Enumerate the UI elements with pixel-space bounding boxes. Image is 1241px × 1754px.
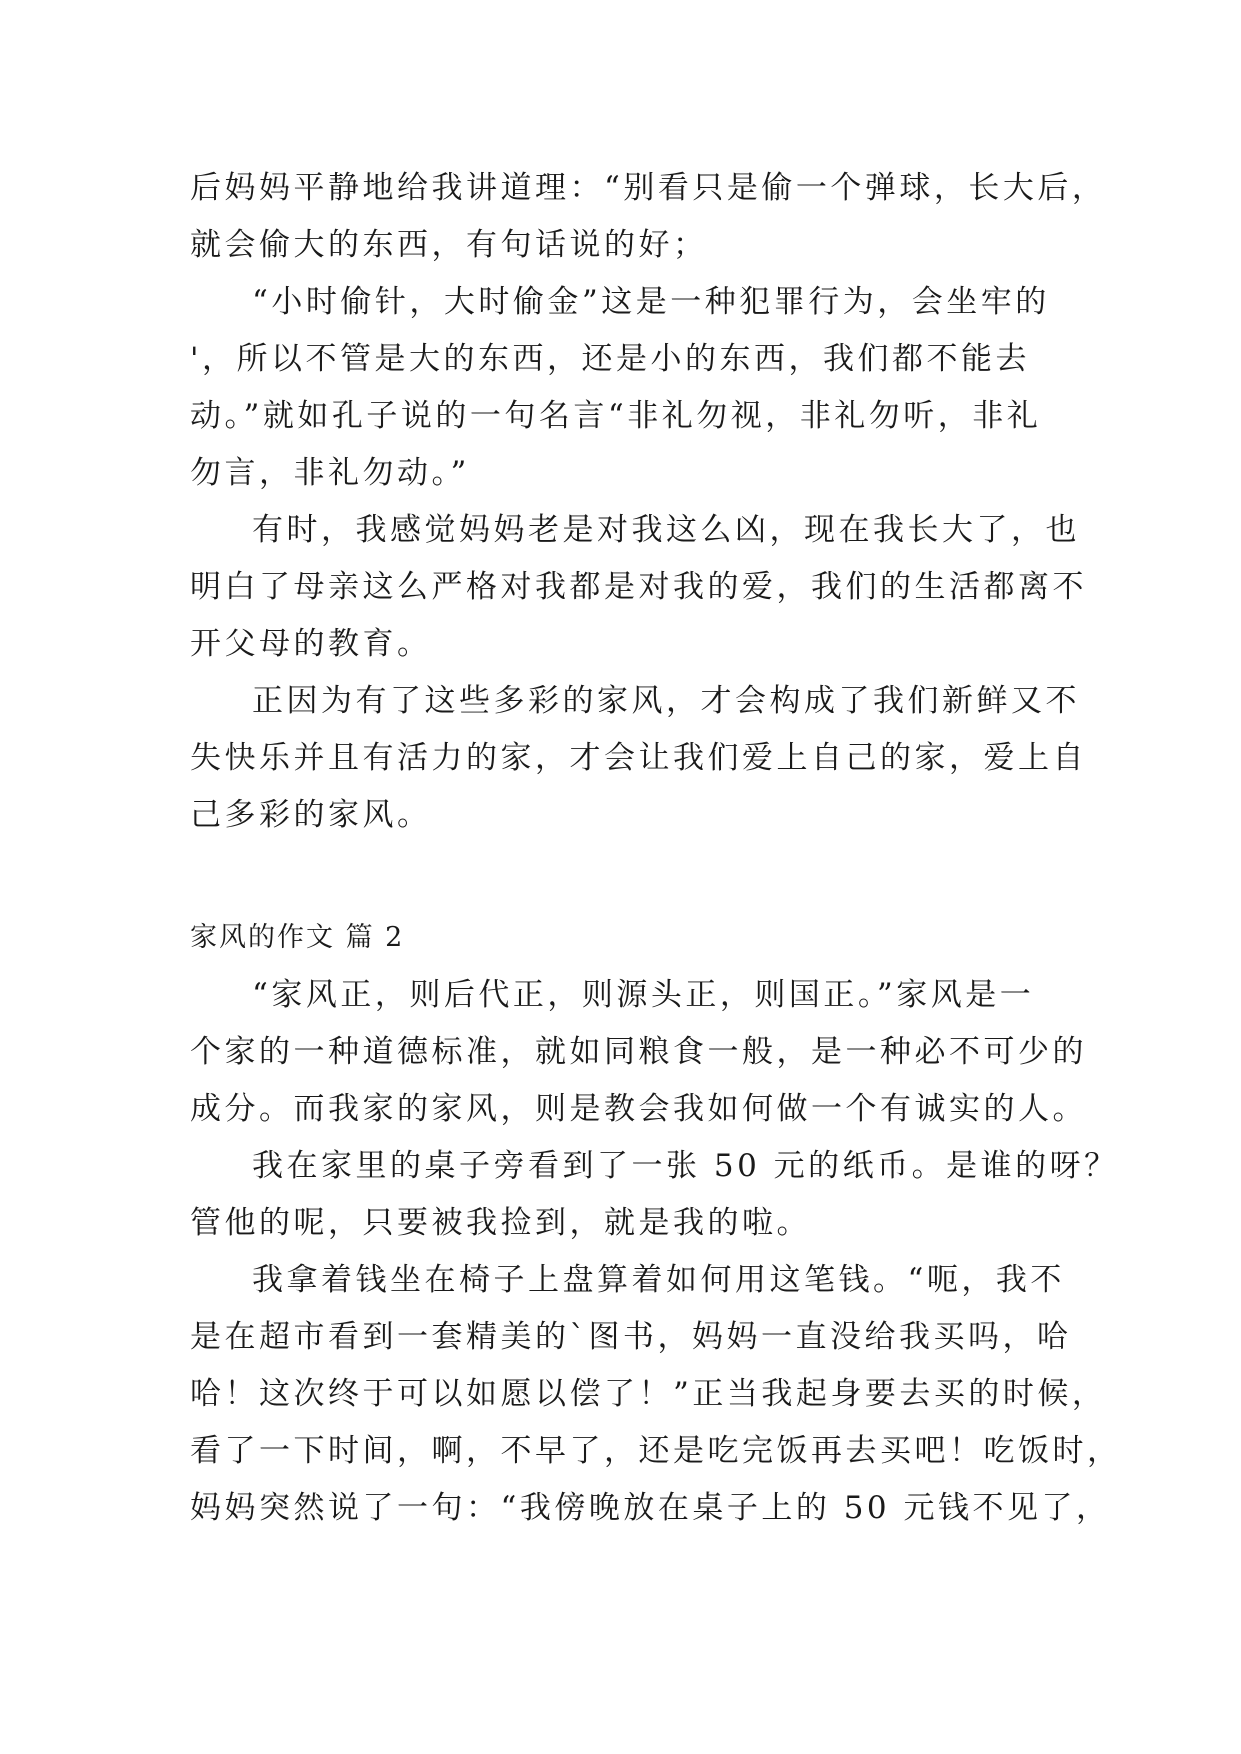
paragraph-4-line-2: 失快乐并且有活力的家，才会让我们爱上自己的家，爱上自 [190,740,1087,776]
section-heading: 家风的作文 篇 2 [190,922,405,953]
paragraph-7-line-1: 我拿着钱坐在椅子上盘算着如何用这笔钱。“呃，我不 [252,1262,1065,1298]
paragraph-6-line-2: 管他的呢，只要被我捡到，就是我的啦。 [190,1205,811,1241]
paragraph-7-line-5: 妈妈突然说了一句：“我傍晚放在桌子上的 50 元钱不见了， [190,1490,1111,1526]
paragraph-5-line-1: “家风正，则后代正，则源头正，则国正。”家风是一 [252,977,1035,1013]
paragraph-1-line-2: 就会偷大的东西，有句话说的好； [190,227,708,263]
paragraph-5-line-3: 成分。而我家的家风，则是教会我如何做一个有诚实的人。 [190,1091,1087,1127]
paragraph-5-line-2: 个家的一种道德标准，就如同粮食一般，是一种必不可少的 [190,1034,1087,1070]
paragraph-3-line-1: 有时，我感觉妈妈老是对我这么凶，现在我长大了，也 [252,512,1080,548]
paragraph-2-line-1: “小时偷针，大时偷金”这是一种犯罪行为，会坐牢的 [252,284,1050,320]
paragraph-3-line-2: 明白了母亲这么严格对我都是对我的爱，我们的生活都离不 [190,569,1087,605]
paragraph-2-line-3: 动。”就如孔子说的一句名言“非礼勿视，非礼勿听，非礼 [190,398,1042,434]
paragraph-4-line-1: 正因为有了这些多彩的家风，才会构成了我们新鲜又不 [252,683,1080,719]
paragraph-2-line-4: 勿言，非礼勿动。” [190,455,470,491]
paragraph-7-line-2: 是在超市看到一套精美的`图书，妈妈一直没给我买吗，哈 [190,1319,1072,1355]
paragraph-6-line-1: 我在家里的桌子旁看到了一张 50 元的纸币。是谁的呀？ [252,1148,1119,1184]
paragraph-7-line-3: 哈！这次终于可以如愿以偿了！”正当我起身要去买的时候， [190,1376,1107,1412]
paragraph-4-line-3: 己多彩的家风。 [190,797,432,833]
paragraph-3-line-3: 开父母的教育。 [190,626,432,662]
paragraph-2-line-2: '，所以不管是大的东西，还是小的东西，我们都不能去 [190,341,1031,377]
paragraph-1-line-1: 后妈妈平静地给我讲道理：“别看只是偷一个弹球，长大后， [190,170,1107,206]
paragraph-7-line-4: 看了一下时间，啊，不早了，还是吃完饭再去买吧！吃饭时， [190,1433,1122,1469]
